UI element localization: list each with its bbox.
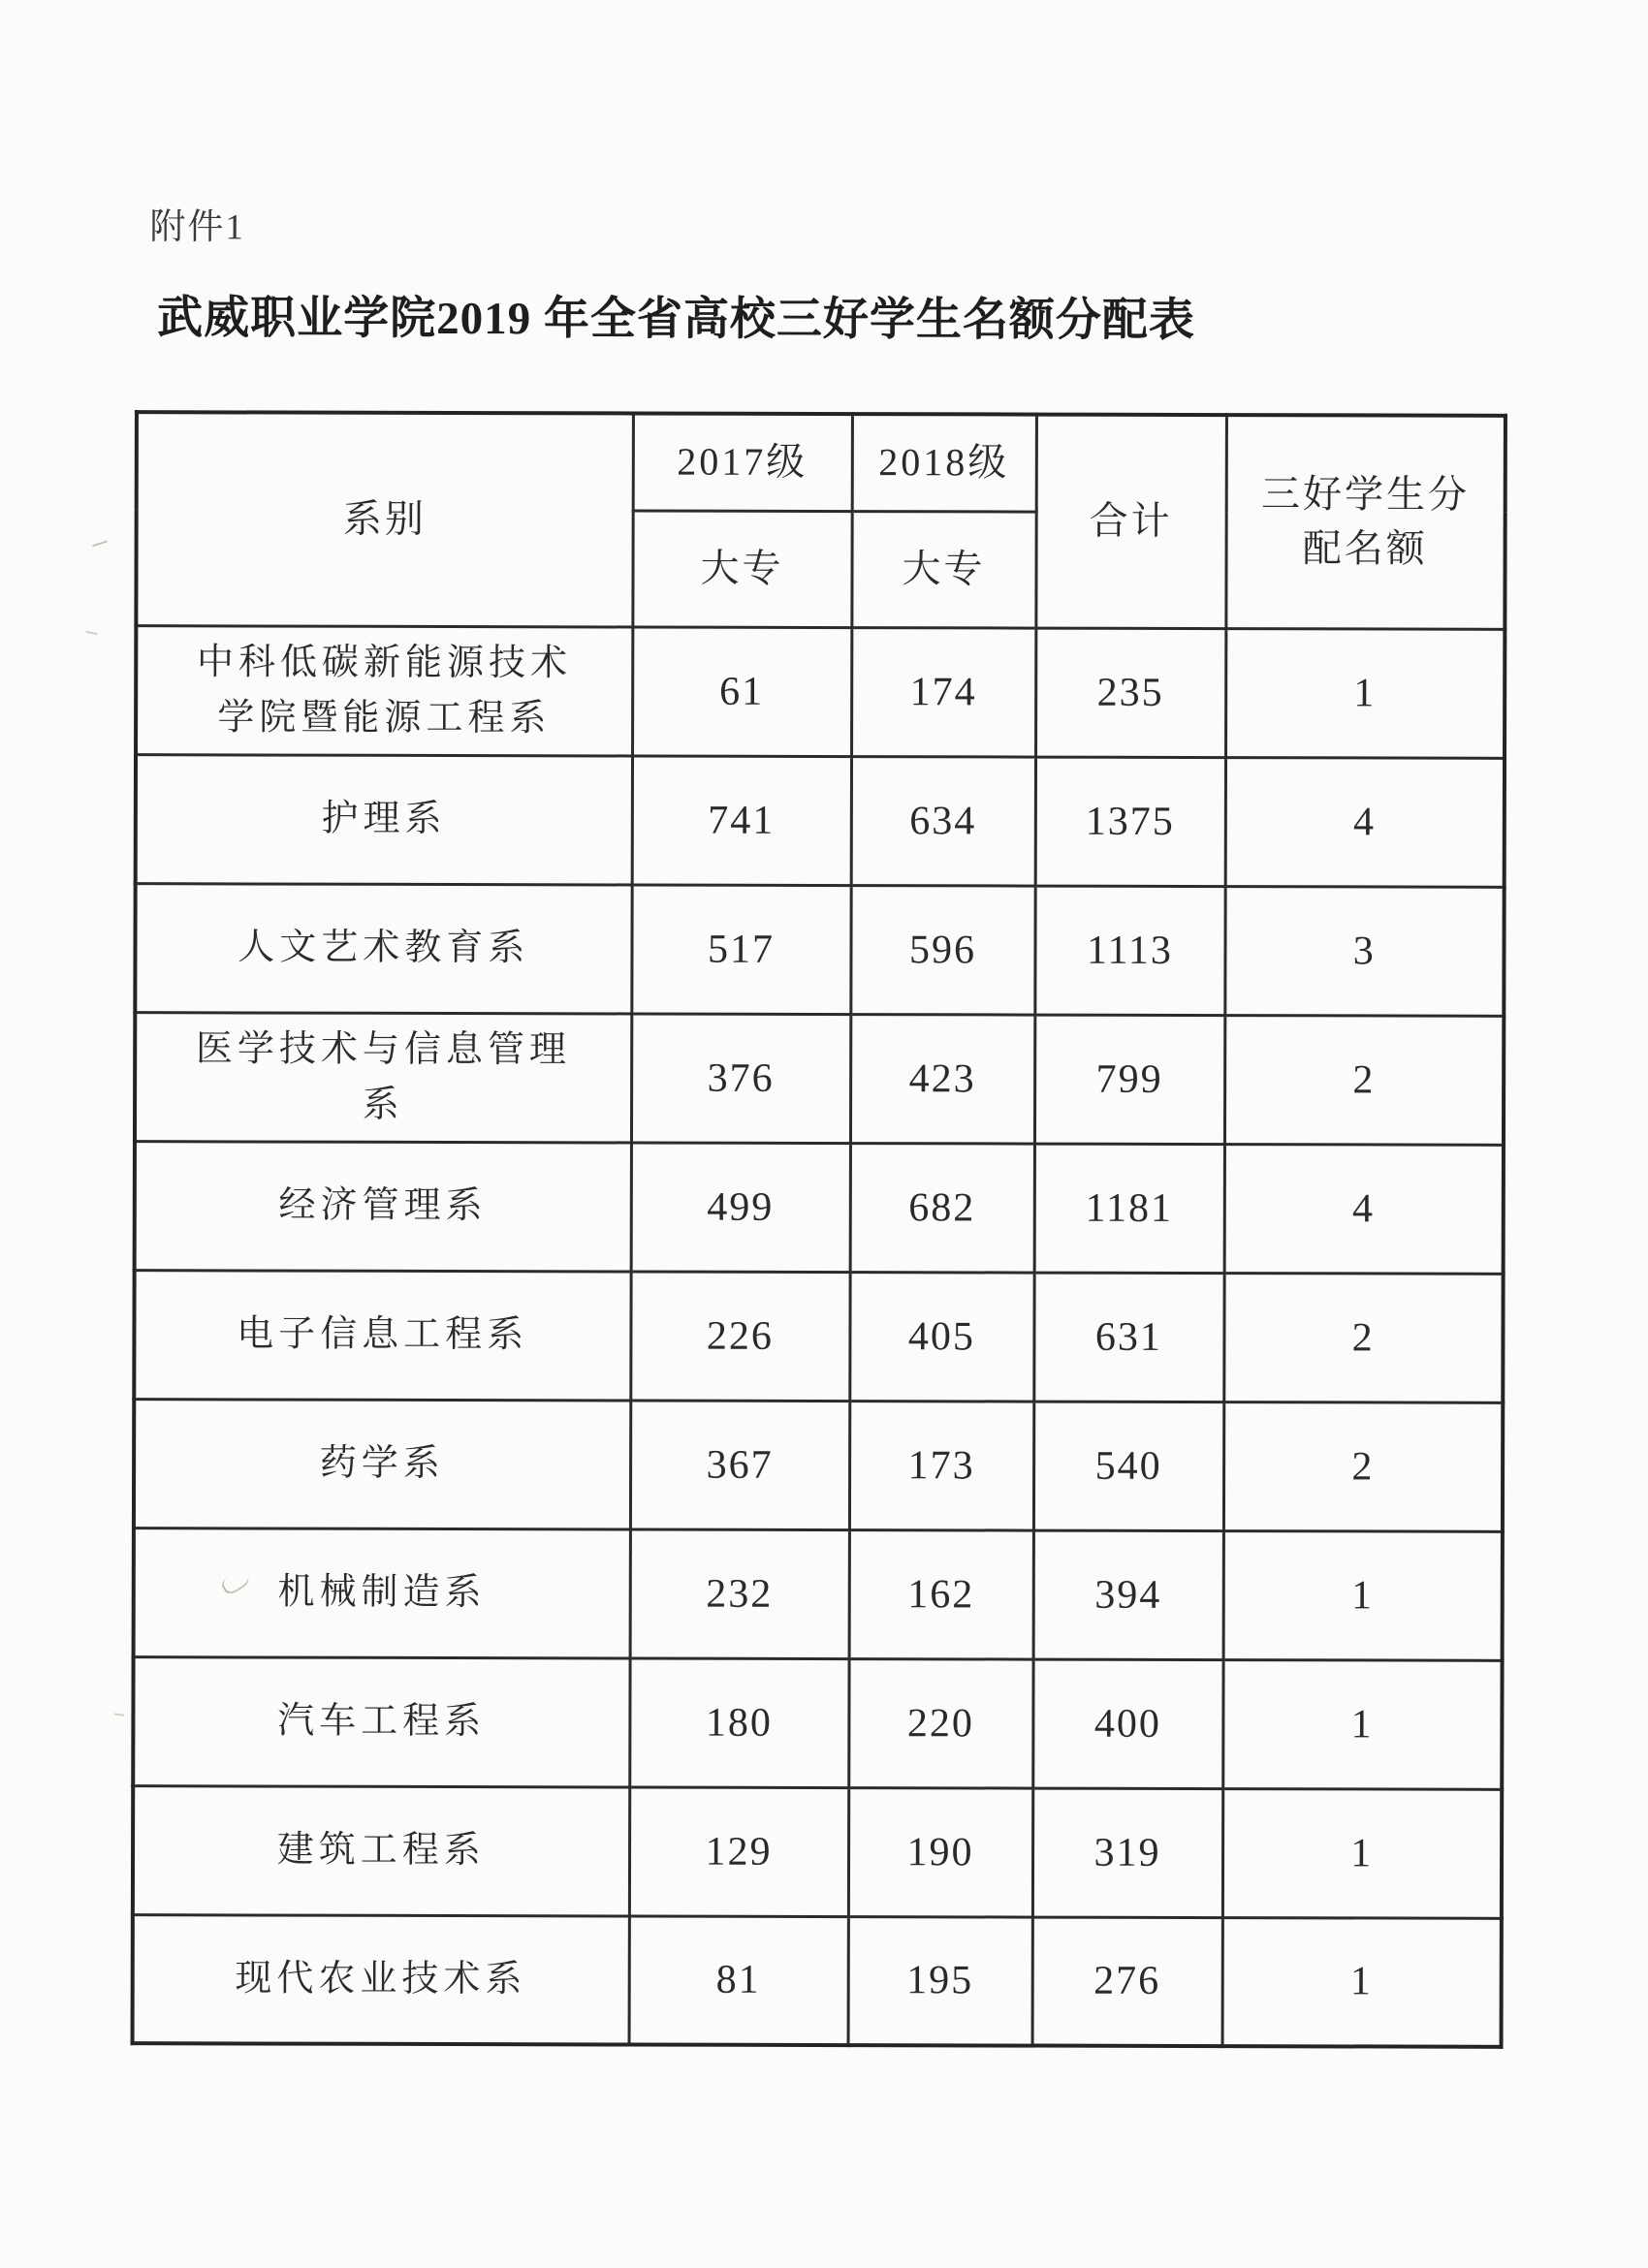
cell-department: 经济管理系 (135, 1141, 631, 1271)
cell-department: 现代农业技术系 (133, 1914, 629, 2044)
cell-total: 394 (1033, 1530, 1223, 1660)
cell-total: 540 (1033, 1402, 1223, 1531)
cell-2017-count: 226 (630, 1271, 849, 1401)
cell-2018-count: 174 (851, 627, 1035, 756)
cell-total: 799 (1034, 1015, 1224, 1145)
table-row (133, 1656, 1502, 1789)
table-row (134, 1528, 1503, 1660)
cell-2018-count: 596 (850, 885, 1034, 1014)
cell-quota: 1 (1222, 1659, 1502, 1789)
cell-2017-count: 517 (631, 884, 850, 1014)
cell-2018-count: 195 (848, 1916, 1032, 2045)
cell-2018-count: 405 (849, 1272, 1033, 1401)
cell-2018-count: 162 (849, 1529, 1033, 1658)
cell-2018-count: 173 (849, 1401, 1033, 1529)
cell-2017-count: 129 (629, 1786, 848, 1916)
cell-department: 护理系 (136, 754, 632, 884)
cell-department: 人文艺术教育系 (135, 883, 631, 1013)
cell-department: 电子信息工程系 (134, 1270, 630, 1400)
cell-department: 汽车工程系 (133, 1656, 629, 1786)
header-quota: 三好学生分 配名额 (1225, 415, 1505, 629)
table-row (133, 1785, 1502, 1918)
cell-department: 中科低碳新能源技术 学院暨能源工程系 (136, 625, 632, 755)
table-row (134, 1270, 1503, 1402)
cell-quota: 2 (1223, 1273, 1503, 1402)
header-department: 系别 (136, 412, 633, 626)
cell-2017-count: 180 (629, 1657, 848, 1787)
cell-total: 235 (1035, 628, 1225, 758)
cell-2018-count: 682 (850, 1143, 1034, 1272)
cell-2017-count: 232 (630, 1528, 849, 1658)
table-row (136, 754, 1505, 887)
cell-department: 机械制造系 (134, 1528, 630, 1657)
cell-quota: 2 (1223, 1402, 1503, 1531)
subheader-2018-college: 大专 (851, 511, 1035, 627)
table-row (135, 1141, 1504, 1274)
cell-quota: 1 (1223, 1530, 1503, 1660)
cell-department: 建筑工程系 (133, 1785, 629, 1915)
page-title: 武威职业学院2019 年全省高校三好学生名额分配表 (157, 293, 1196, 346)
cell-department: 药学系 (134, 1399, 630, 1528)
scan-artifact (89, 531, 108, 547)
header-row-grades (137, 412, 1505, 513)
cell-2017-count: 499 (631, 1142, 850, 1272)
scan-artifact (85, 623, 99, 635)
table-body (133, 625, 1505, 2047)
cell-2018-count: 634 (851, 756, 1035, 885)
cell-2017-count: 376 (631, 1013, 850, 1143)
header-grade-2018: 2018级 (852, 414, 1036, 511)
cell-2018-count: 190 (848, 1787, 1032, 1916)
cell-total: 1181 (1034, 1144, 1224, 1274)
cell-quota: 1 (1222, 1917, 1502, 2047)
cell-total: 276 (1032, 1917, 1222, 2047)
cell-total: 319 (1032, 1788, 1222, 1918)
table-row (133, 1914, 1502, 2047)
cell-2018-count: 423 (850, 1014, 1034, 1143)
cell-quota: 2 (1224, 1015, 1504, 1145)
cell-total: 400 (1032, 1659, 1222, 1789)
cell-2017-count: 741 (632, 755, 851, 885)
attachment-label: 附件1 (149, 207, 245, 248)
table-row (135, 883, 1504, 1016)
cell-quota: 3 (1224, 886, 1504, 1016)
cell-total: 1375 (1035, 757, 1225, 887)
cell-2018-count: 220 (848, 1658, 1032, 1787)
cell-2017-count: 367 (630, 1400, 849, 1529)
cell-quota: 1 (1222, 1788, 1502, 1918)
header-grade-2017: 2017级 (633, 413, 852, 511)
cell-department: 医学技术与信息管理 系 (135, 1012, 631, 1142)
table-header (136, 412, 1505, 629)
subheader-2017-college: 大专 (632, 510, 851, 627)
scan-artifact (114, 1707, 125, 1716)
cell-2017-count: 61 (632, 626, 851, 756)
cell-quota: 4 (1224, 1144, 1504, 1274)
cell-total: 1113 (1034, 886, 1224, 1016)
cell-2017-count: 81 (629, 1915, 848, 2045)
cell-total: 631 (1033, 1273, 1223, 1402)
header-total: 合计 (1035, 415, 1226, 629)
cell-quota: 4 (1225, 757, 1505, 887)
table-row (134, 1399, 1503, 1531)
cell-quota: 1 (1225, 628, 1505, 758)
table-row (135, 1012, 1504, 1145)
table-row (136, 625, 1505, 758)
quota-table (131, 410, 1507, 2049)
